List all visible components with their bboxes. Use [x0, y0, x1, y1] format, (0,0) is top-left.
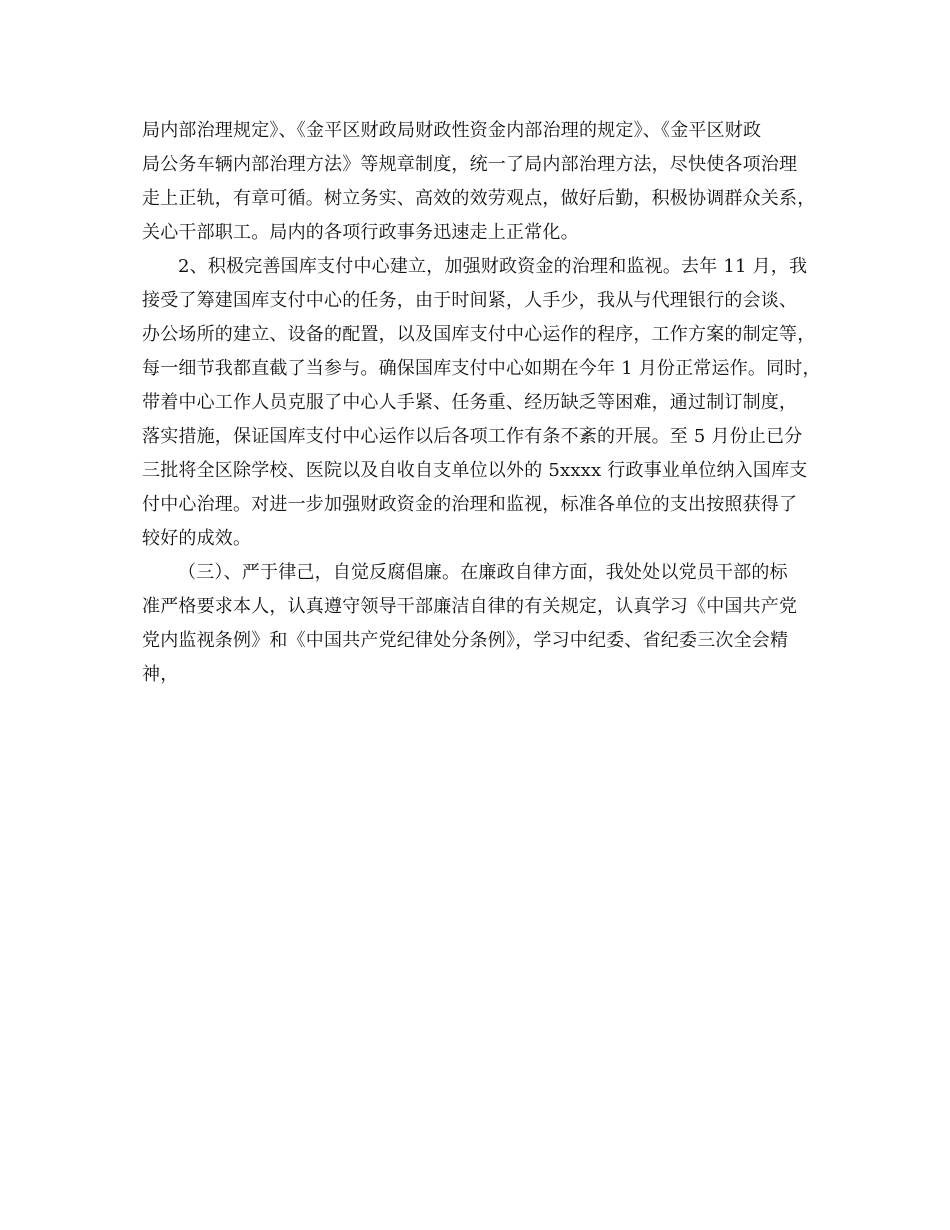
paragraph-line: 党内监视条例》和《中国共产党纪律处分条例》，学习中纪委、省纪委三次全会精: [142, 630, 789, 651]
paragraph-line: 关心干部职工。局内的各项行政事务迅速走上正常化。: [142, 222, 579, 243]
paragraph-line: 办公场所的建立、设备的配置，以及国库支付中心运作的程序，工作方案的制定等，: [142, 324, 816, 345]
paragraph-line: 局内部治理规定》、《金平区财政局财政性资金内部治理的规定》、《金平区财政: [142, 120, 762, 141]
paragraph-line: 较好的成效。: [142, 528, 252, 549]
paragraph-line: 付中心治理。对进一步加强财政资金的治理和监视，标准各单位的支出按照获得了: [142, 494, 798, 515]
paragraph-line: 2、积极完善国库支付中心建立，加强财政资金的治理和监视。去年 11 月，我: [178, 256, 808, 277]
paragraph-line: （三）、严于律己，自觉反腐倡廉。在廉政自律方面，我处处以党员干部的标: [178, 562, 788, 583]
paragraph-line: 带着中心工作人员克服了中心人手紧、任务重、经历缺乏等困难，通过制订制度，: [142, 392, 798, 413]
paragraph-line: 走上正轨，有章可循。树立务实、高效的效劳观点，做好后勤，积极协调群众关系，: [142, 188, 816, 209]
paragraph-line: 三批将全区除学校、医院以及自收自支单位以外的 5xxxx 行政事业单位纳入国库支: [142, 460, 808, 481]
paragraph-line: 落实措施，保证国库支付中心运作以后各项工作有条不紊的开展。至 5 月份止已分: [142, 426, 803, 447]
paragraph-line: 接受了筹建国库支付中心的任务，由于时间紧，人手少，我从与代理银行的会谈、: [142, 290, 798, 311]
paragraph-line: 局公务车辆内部治理方法》等规章制度，统一了局内部治理方法，尽快使各项治理: [142, 154, 798, 175]
paragraph-line: 每一细节我都直截了当参与。确保国库支付中心如期在今年 1 月份正常运作。同时，: [142, 358, 821, 379]
document-body: [142, 114, 821, 692]
paragraph-line: 神，: [142, 664, 179, 685]
paragraph-line: 准严格要求本人，认真遵守领导干部廉洁自律的有关规定，认真学习《中国共产党: [142, 596, 798, 617]
